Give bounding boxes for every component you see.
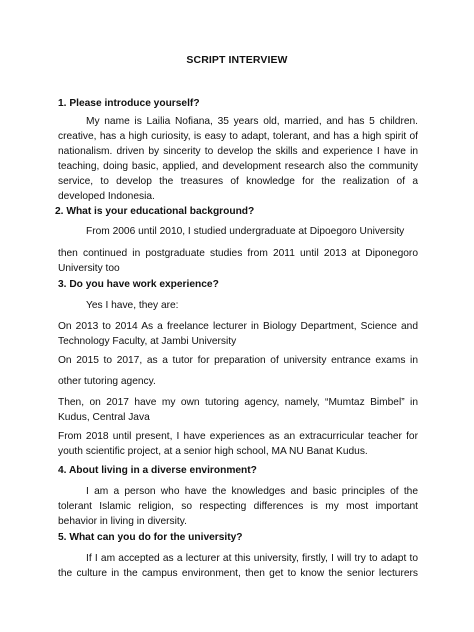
question-heading: 1. Please introduce yourself?: [58, 98, 200, 109]
paragraph-line: youth scientific project, at a senior high school, MA NU Banat Kudus.: [58, 446, 368, 457]
paragraph-line: From 2018 until present, I have experiences as an extracurricular teacher for: [58, 431, 418, 442]
paragraph-line: creative, has a high curiosity, is easy to adapt, tolerant, and has a high spirit of: [58, 131, 418, 142]
question-heading: 2. What is your educational background?: [55, 206, 255, 217]
paragraph-line: Then, on 2017 have my own tutoring agency, namely, “Mumtaz Bimbel” in: [58, 397, 418, 408]
paragraph-line: From 2006 until 2010, I studied undergraduate at Dipoegoro University: [86, 226, 405, 237]
question-heading: 5. What can you do for the university?: [58, 532, 243, 543]
paragraph-line: behavior in living in diversity.: [58, 516, 187, 527]
document-title: SCRIPT INTERVIEW: [186, 54, 288, 66]
question-heading: 3. Do you have work experience?: [58, 279, 219, 290]
paragraph-line: University too: [58, 263, 120, 274]
paragraph-line: then continued in postgraduate studies from 2011 until 2013 at Diponegoro: [58, 248, 418, 259]
paragraph-line: tolerant Islamic religion, so respecting differences is my most important: [58, 501, 418, 512]
paragraph-line: Yes I have, they are:: [86, 300, 179, 311]
paragraph-line: teaching, doing basic, applied, and development research also the community: [58, 161, 418, 172]
paragraph-line: the culture in the campus environment, then get to know the senior lecturers: [58, 568, 418, 579]
paragraph-line: I am a person who have the knowledges and basic principles of the: [86, 486, 418, 497]
paragraph-line: My name is Lailia Nofiana, 35 years old, married, and has 5 children.: [86, 116, 418, 127]
paragraph-line: Technology Faculty, at Jambi University: [58, 336, 237, 347]
paragraph-line: nationalism. driven by sincerity to develop the skills and experience I have in: [58, 146, 418, 157]
paragraph-line: other tutoring agency.: [58, 376, 156, 387]
question-heading: 4. About living in a diverse environment?: [58, 465, 257, 476]
paragraph-line: On 2013 to 2014 As a freelance lecturer in Biology Department, Science and: [58, 321, 418, 332]
paragraph-line: If I am accepted as a lecturer at this university, firstly, I will try to adapt to: [86, 553, 418, 564]
paragraph-line: developed Indonesia.: [58, 191, 155, 202]
paragraph-line: service, to develop the treasures of knowledge for the realization of a: [58, 176, 418, 187]
paragraph-line: On 2015 to 2017, as a tutor for preparation of university entrance exams in: [58, 355, 418, 366]
paragraph-line: Kudus, Central Java: [58, 412, 150, 423]
